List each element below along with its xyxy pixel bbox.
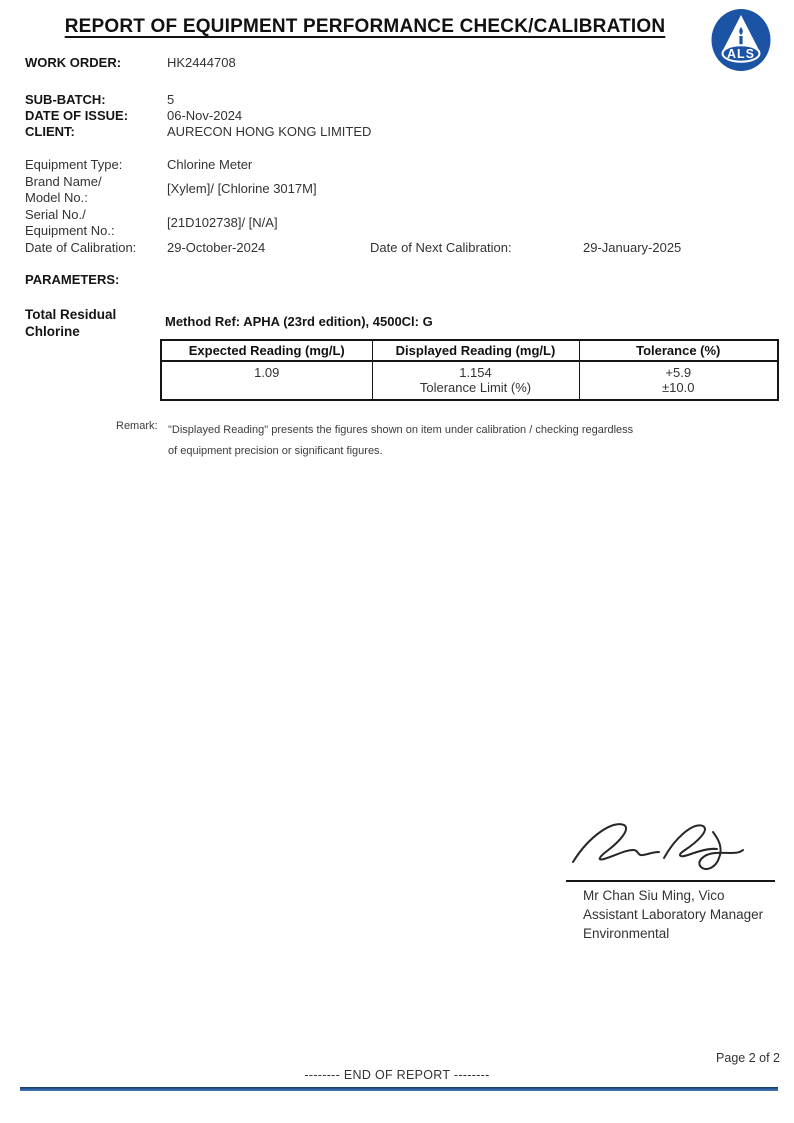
model-no-label-line2: Model No.: <box>25 190 88 205</box>
date-of-issue-value: 06-Nov-2024 <box>167 108 243 123</box>
date-of-next-calibration-value: 29-January-2025 <box>583 240 682 255</box>
col-header-tolerance: Tolerance (%) <box>579 340 778 361</box>
als-logo-icon <box>710 8 772 72</box>
equipment-no-label-line2: Equipment No.: <box>25 223 115 238</box>
equipment-type-label: Equipment Type: <box>25 157 123 172</box>
displayed-reading-value: 1.154 <box>372 361 579 380</box>
svg-text:ALS: ALS <box>727 47 755 61</box>
serial-equipment-value: [21D102738]/ [N/A] <box>167 215 278 230</box>
method-ref: Method Ref: APHA (23rd edition), 4500Cl: G <box>165 314 433 329</box>
signatory-name: Mr Chan Siu Ming, Vico <box>583 888 725 903</box>
expected-reading-value: 1.09 <box>161 361 372 380</box>
sub-batch-label: SUB-BATCH: <box>25 92 106 107</box>
results-table <box>160 339 779 401</box>
signatory-title: Assistant Laboratory Manager <box>583 907 764 922</box>
tolerance-limit-value: ±10.0 <box>579 380 778 400</box>
remark-text-line1: "Displayed Reading" presents the figures shown on item under calibration / checking regardless <box>168 424 634 436</box>
table-row <box>161 380 778 400</box>
sub-batch-value: 5 <box>167 92 175 107</box>
tolerance-value: +5.9 <box>579 361 778 380</box>
page-number: Page 2 of 2 <box>716 1051 780 1065</box>
parameters-heading: PARAMETERS: <box>25 272 120 287</box>
footer-divider-bar <box>20 1087 778 1091</box>
parameter-name-line1: Total Residual <box>25 307 117 322</box>
signature-line <box>566 880 775 882</box>
equipment-type-value: Chlorine Meter <box>167 157 253 172</box>
col-header-expected-reading: Expected Reading (mg/L) <box>161 340 372 361</box>
results-table-header-row <box>161 340 778 361</box>
als-logo <box>710 8 772 72</box>
date-of-next-calibration-label: Date of Next Calibration: <box>370 240 512 255</box>
parameter-name-line2: Chlorine <box>25 324 80 339</box>
client-value: AURECON HONG KONG LIMITED <box>167 124 372 139</box>
brand-name-label-line1: Brand Name/ <box>25 174 102 189</box>
table-row <box>161 361 778 380</box>
date-of-issue-label: DATE OF ISSUE: <box>25 108 129 123</box>
date-of-calibration-label: Date of Calibration: <box>25 240 137 255</box>
serial-no-label-line1: Serial No./ <box>25 207 86 222</box>
brand-model-value: [Xylem]/ [Chlorine 3017M] <box>167 181 317 196</box>
remark-text-line2: of equipment precision or significant figures. <box>168 445 383 457</box>
col-header-displayed-reading: Displayed Reading (mg/L) <box>372 340 579 361</box>
client-label: CLIENT: <box>25 124 75 139</box>
signature <box>567 806 752 885</box>
signature-scribble-icon <box>567 806 752 880</box>
work-order-value: HK2444708 <box>167 55 236 70</box>
empty-cell <box>161 380 372 400</box>
page-title: REPORT OF EQUIPMENT PERFORMANCE CHECK/CALIBRATION <box>64 16 666 37</box>
date-of-calibration-value: 29-October-2024 <box>167 240 266 255</box>
end-of-report: -------- END OF REPORT -------- <box>304 1068 490 1082</box>
remark-label: Remark: <box>116 420 158 432</box>
signatory-department: Environmental <box>583 926 670 941</box>
tolerance-limit-label: Tolerance Limit (%) <box>372 380 579 400</box>
work-order-label: WORK ORDER: <box>25 55 122 70</box>
